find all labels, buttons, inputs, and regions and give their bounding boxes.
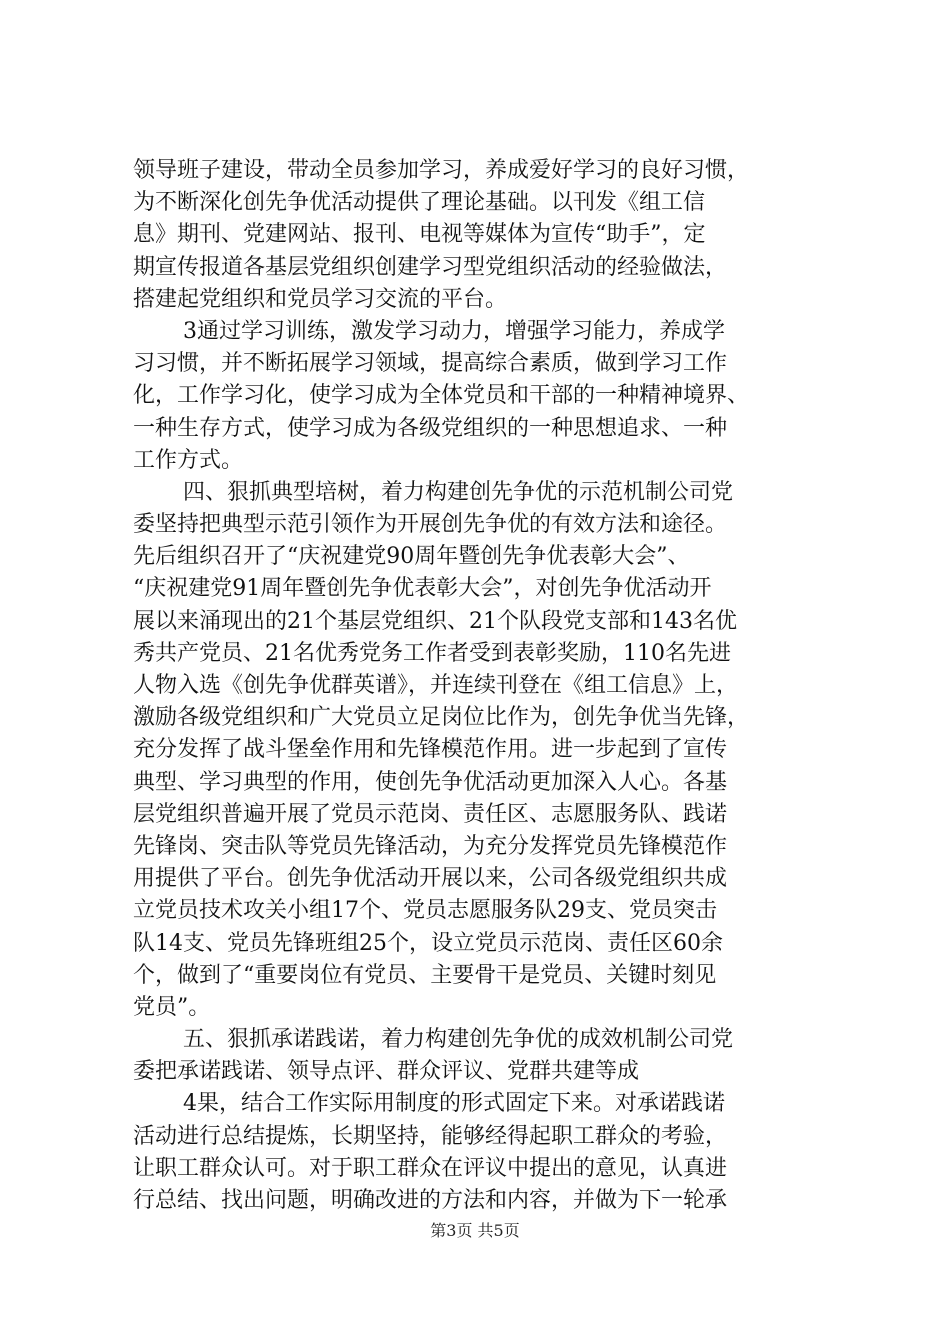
text-line: 活动进行总结提炼，长期坚持，能够经得起职工群众的考验， [133,1123,728,1149]
text-line: 让职工群众认可。对于职工群众在评议中提出的意见，认真进 [133,1155,728,1181]
text-line: 个，做到了“重要岗位有党员、主要骨干是党员、关键时刻见 [133,962,717,988]
text-line: 一种生存方式，使学习成为各级党组织的一种思想追求、一种 [133,415,728,441]
text-line: 为不断深化创先争优活动提供了理论基础。以刊发《组工信 [133,190,706,216]
text-line: 3通过学习训练，激发学习动力，增强学习能力，养成学 [183,318,725,344]
text-line: 人物入选《创先争优群英谱》，并连续刊登在《组工信息》上， [133,673,739,698]
text-line: 行总结、找出问题，明确改进的方法和内容，并做为下一轮承 [133,1188,728,1213]
text-line: 展以来涌现出的21个基层党组织、21个队段党支部和143名优 [133,608,737,634]
text-line: 4果，结合工作实际用制度的形式固定下来。对承诺践诺 [183,1091,725,1117]
text-line: 习习惯，并不断拓展学习领域，提高综合素质，做到学习工作 [133,351,728,377]
text-line: 典型、学习典型的作用，使创先争优活动更加深入人心。各基 [133,769,728,795]
text-line: 激励各级党组织和广大党员立足岗位比作为，创先争优当先锋， [133,705,750,731]
text-line: 委把承诺践诺、领导点评、群众评议、党群共建等成 [133,1059,640,1085]
text-line: 党员”。 [133,994,211,1020]
text-line: 队14支、党员先锋班组25个，设立党员示范岗、责任区60余 [133,930,723,956]
text-line: 领导班子建设，带动全员参加学习，养成爱好学习的良好习惯， [133,158,750,183]
text-line: 息》期刊、党建网站、报刊、电视等媒体为宣传“助手”，定 [133,222,706,248]
text-line: 充分发挥了战斗堡垒作用和先锋模范作用。进一步起到了宣传 [133,737,728,763]
document-body [133,155,823,1217]
text-line: 先后组织召开了“庆祝建党90周年暨创先争优表彰大会”、 [133,544,690,570]
page-footer: 第3页 共5页 [430,1221,520,1240]
text-line: 四、狠抓典型培树，着力构建创先争优的示范机制公司党 [183,479,734,505]
text-line: 秀共产党员、21名优秀党务工作者受到表彰奖励，110名先进 [133,640,731,666]
text-line: 立党员技术攻关小组17个、党员志愿服务队29支、党员突击 [133,898,717,924]
text-line: 搭建起党组织和党员学习交流的平台。 [133,286,508,312]
text-line: 化，工作学习化，使学习成为全体党员和干部的一种精神境界、 [133,383,750,409]
text-line: 层党组织普遍开展了党员示范岗、责任区、志愿服务队、践诺 [133,801,728,827]
text-line: 先锋岗、突击队等党员先锋活动，为充分发挥党员先锋模范作 [133,833,728,859]
text-line: 用提供了平台。创先争优活动开展以来，公司各级党组织共成 [133,866,728,892]
text-line: 委坚持把典型示范引领作为开展创先争优的有效方法和途径。 [133,512,728,538]
text-line: 期宣传报道各基层党组织创建学习型党组织活动的经验做法， [133,254,728,280]
text-line: “庆祝建党91周年暨创先争优表彰大会”，对创先争优活动开 [133,576,712,602]
text-line: 工作方式。 [133,447,244,473]
text-line: 五、狠抓承诺践诺，着力构建创先争优的成效机制公司党 [183,1027,734,1053]
